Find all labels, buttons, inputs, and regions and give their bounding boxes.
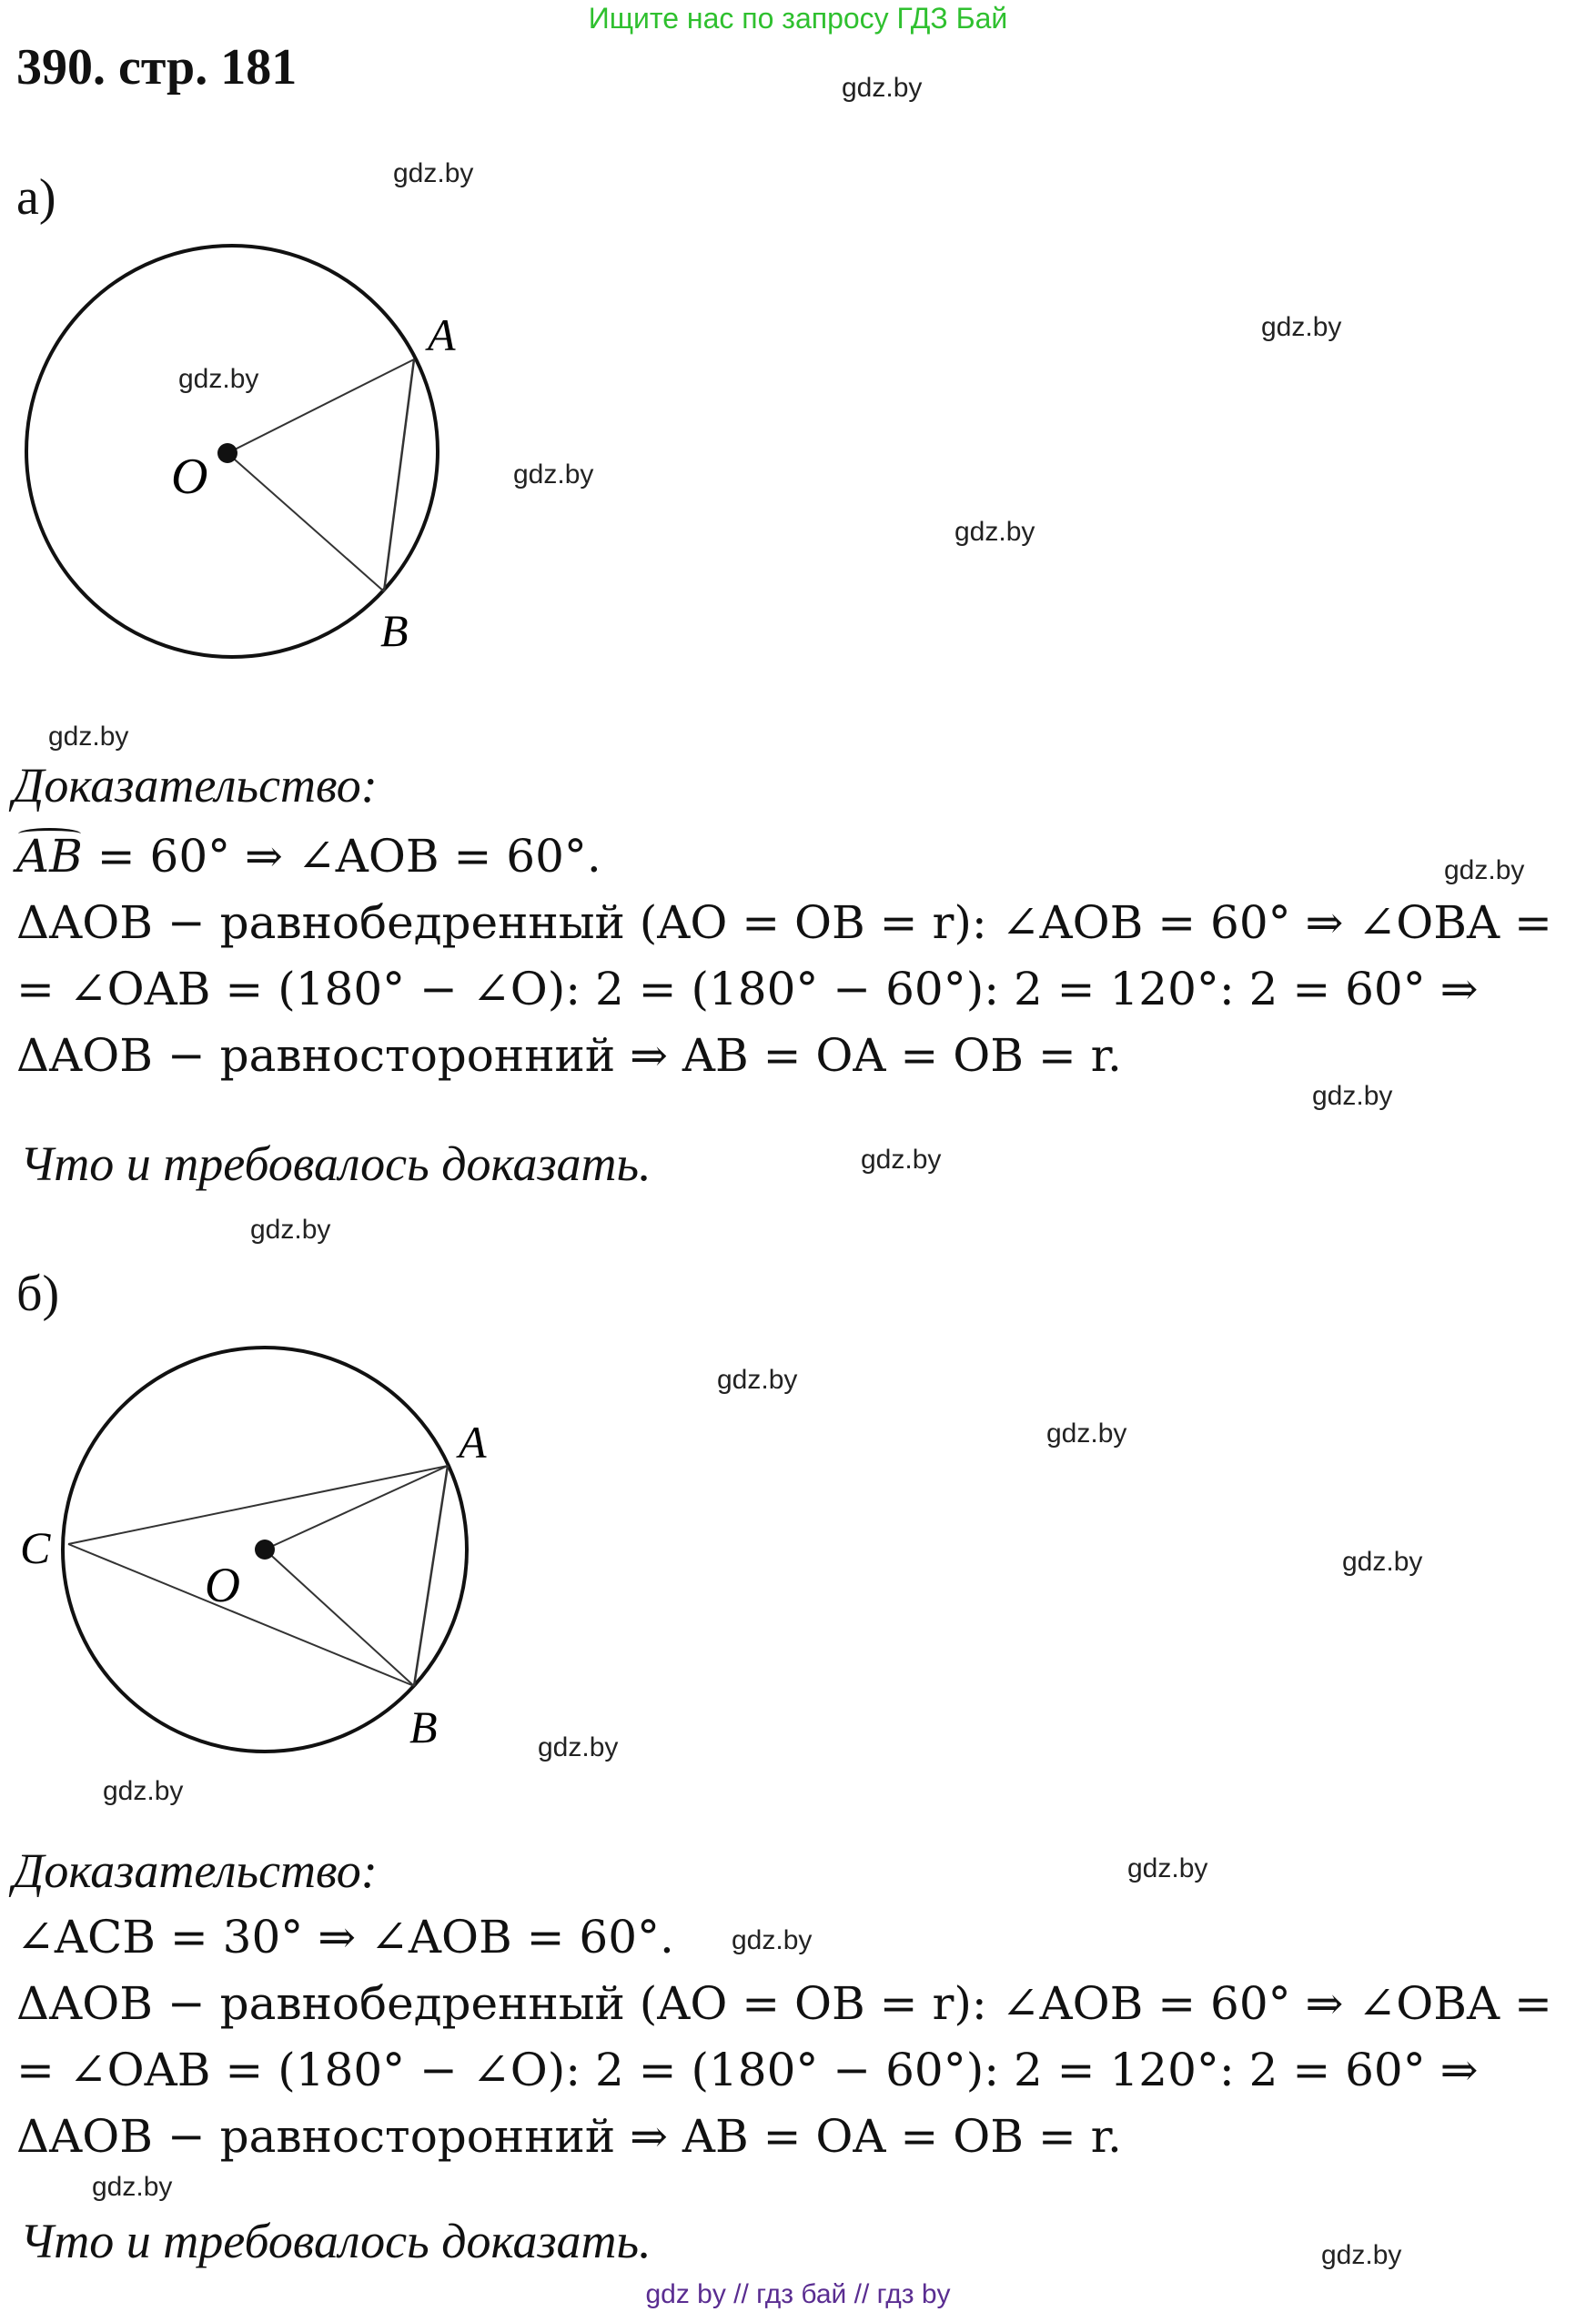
proof-a-line-1: AB = 60° ⇒ ∠AOB = 60°. (16, 830, 601, 883)
segment-ob (265, 1550, 414, 1686)
watermark: gdz.by (717, 1365, 798, 1395)
center-point (255, 1540, 275, 1560)
proof-a-line-4: ΔAOB − равносторонний ⇒ AB = OA = OB = r. (16, 1029, 1122, 1082)
part-b-diagram (0, 1338, 528, 1765)
point-label-a: A (428, 309, 456, 360)
part-b-label: б) (16, 1266, 60, 1322)
watermark: gdz.by (861, 1145, 942, 1175)
watermark: gdz.by (48, 722, 129, 752)
proof-heading-b: Доказательство: (13, 1843, 378, 1898)
proof-b-line-1: ∠ACB = 30° ⇒ ∠AOB = 60°. (16, 1911, 674, 1964)
proof-b-line-2: ΔAOB − равнобедренный (AO = OB = r): ∠AOB = 60° ⇒ ∠OBA = (16, 1977, 1552, 2030)
watermark: gdz.by (178, 364, 259, 394)
segment-ca (68, 1466, 448, 1544)
point-label-o: O (205, 1558, 240, 1612)
footer-links[interactable]: gdz by // гдз бай // гдз by (645, 2279, 951, 2309)
watermark: gdz.by (842, 73, 923, 103)
top-banner[interactable]: Ищите нас по запросу ГДЗ Бай (588, 2, 1008, 35)
point-label-a: A (459, 1417, 487, 1468)
watermark: gdz.by (1261, 312, 1342, 342)
proof-b-line-3: = ∠OAB = (180° − ∠O): 2 = (180° − 60°): 2 = 120°: 2 = 60° ⇒ (16, 2044, 1479, 2096)
proof-heading-a: Доказательство: (13, 758, 378, 813)
proof-b-line-4: ΔAOB − равносторонний ⇒ AB = OA = OB = r. (16, 2110, 1122, 2163)
conclusion-a: Что и требовалось доказать. (20, 1136, 652, 1191)
watermark: gdz.by (1312, 1081, 1393, 1111)
watermark: gdz.by (538, 1732, 619, 1762)
center-point (217, 443, 237, 463)
watermark: gdz.by (513, 459, 594, 490)
watermark: gdz.by (103, 1776, 184, 1806)
segment-ob (227, 453, 384, 591)
segment-cb (68, 1544, 414, 1686)
watermark: gdz.by (1046, 1418, 1127, 1449)
point-label-b: B (380, 605, 409, 656)
part-a-label: а) (16, 169, 56, 226)
proof-a-line-3: = ∠OAB = (180° − ∠O): 2 = (180° − 60°): 2 = 120°: 2 = 60° ⇒ (16, 963, 1479, 1015)
point-label-b: B (409, 1701, 438, 1752)
watermark: gdz.by (955, 517, 1035, 547)
watermark: gdz.by (1342, 1547, 1423, 1577)
conclusion-b: Что и требовалось доказать. (20, 2214, 652, 2268)
problem-title: 390. стр. 181 (16, 39, 298, 96)
segment-oa (227, 359, 414, 453)
watermark: gdz.by (1321, 2240, 1402, 2270)
segment-ab (414, 1466, 448, 1686)
part-a-diagram (0, 227, 510, 673)
watermark: gdz.by (732, 1925, 813, 1955)
point-label-o: O (171, 449, 208, 505)
watermark: gdz.by (1444, 855, 1525, 885)
watermark: gdz.by (92, 2172, 173, 2202)
watermark: gdz.by (393, 158, 474, 188)
watermark: gdz.by (1127, 1853, 1208, 1883)
point-label-c: C (20, 1522, 51, 1573)
segment-oa (265, 1466, 448, 1550)
watermark: gdz.by (250, 1215, 331, 1245)
proof-a-line-2: ΔAOB − равнобедренный (AO = OB = r): ∠AOB = 60° ⇒ ∠OBA = (16, 896, 1552, 949)
arc-ab: AB (16, 830, 83, 883)
